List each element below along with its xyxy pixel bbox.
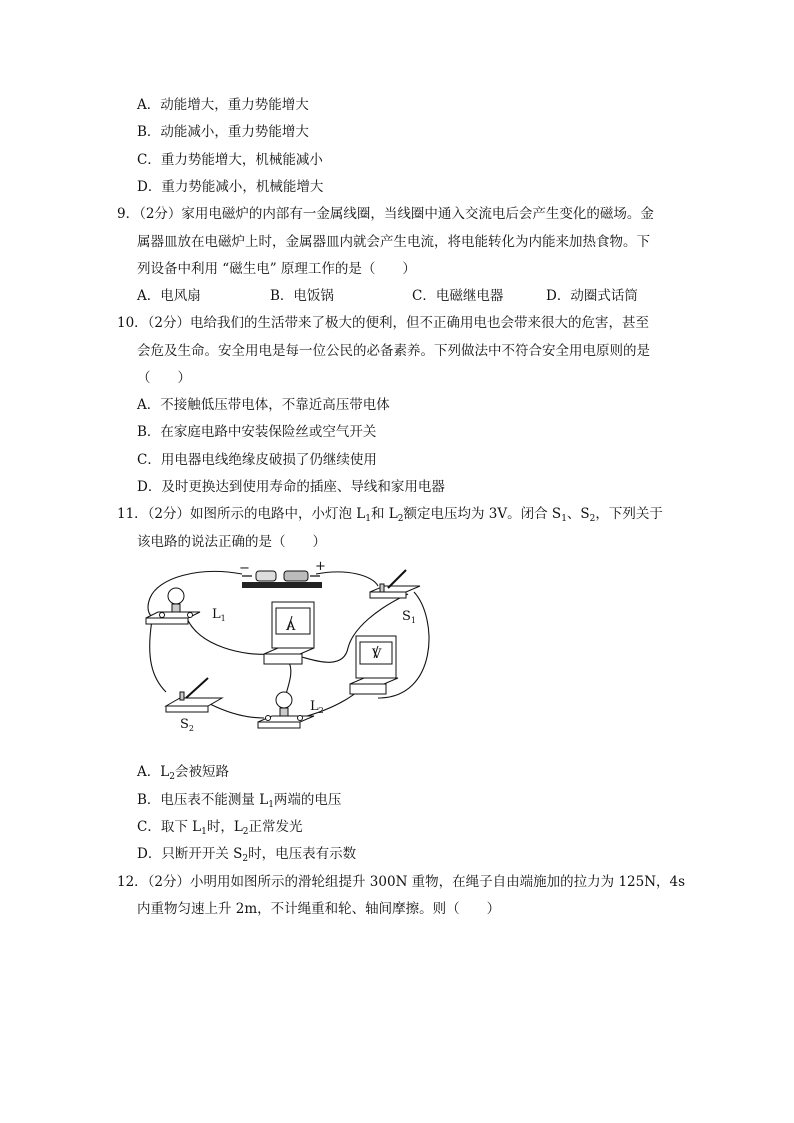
q11-stem-line-2: 该电路的说法正确的是（ ） (137, 534, 326, 550)
l1-label: $L_1$ (212, 607, 226, 623)
subscript: 2 (169, 772, 175, 782)
option-text: B．电压表不能测量 L (137, 792, 269, 808)
q11-stem-line-1 (117, 504, 663, 524)
q10-option-b: B．在家庭电路中安装保险丝或空气开关 (137, 424, 377, 440)
q10-stem-line-3: （ ） (137, 370, 191, 386)
subscript: 1 (365, 514, 372, 524)
wire (210, 704, 264, 718)
q11-option-a (137, 762, 229, 782)
wire (186, 616, 268, 654)
q11-stem-part: 11．（2分）如图所示的电路中，小灯泡 L (117, 506, 366, 522)
voltmeter-label: V (372, 647, 382, 662)
option-text: C．取下 L (137, 819, 202, 835)
subscript: 1 (561, 514, 567, 524)
lamp-l1 (146, 588, 226, 624)
subscript: 1 (201, 827, 207, 837)
option-text: D．只断开开关 S (137, 846, 243, 862)
q11-stem-part: 、S (566, 506, 590, 522)
subscript: 2 (242, 854, 249, 864)
ammeter-label: A (286, 619, 296, 634)
voltmeter (350, 636, 398, 694)
subscript: 2 (242, 827, 249, 837)
switch-s1 (370, 570, 420, 625)
q11-option-b (137, 790, 341, 810)
q11-option-d (137, 844, 356, 864)
wire (316, 572, 378, 586)
q9-option-b: B．电饭锅 (270, 288, 334, 304)
q8-option-b: B．动能减小，重力势能增大 (137, 124, 309, 140)
s1-label: $S_1$ (402, 609, 416, 625)
q9-stem-line-2: 属器皿放在电磁炉上时，金属器皿内就会产生电流，将电能转化为内能来加热食物。下 (137, 234, 650, 250)
option-text: 时，L (206, 819, 243, 835)
circuit-diagram (138, 558, 438, 748)
subscript: 2 (589, 514, 596, 524)
battery-minus-label: − (239, 561, 250, 576)
option-text: A．L (137, 764, 170, 780)
option-text: 正常发光 (248, 819, 303, 835)
battery (239, 559, 326, 588)
subscript: 2 (397, 514, 404, 524)
l2-label: $L_2$ (310, 699, 324, 715)
q10-option-d: D．及时更换达到使用寿命的插座、导线和家用电器 (137, 479, 445, 495)
q9-option-c: C．电磁继电器 (412, 288, 504, 304)
q12-stem-line-2: 内重物匀速上升 2m，不计绳重和轮、轴间摩擦。则（ ） (137, 901, 501, 917)
q9-stem-line-1: 9．（2分）家用电磁炉的内部有一金属线圈，当线圈中通入交流电后会产生变化的磁场。金 (117, 206, 654, 222)
q9-options (137, 286, 638, 306)
q10-option-c: C．用电器电线绝缘皮破损了仍继续使用 (137, 452, 377, 468)
option-text: 时，电压表有示数 (248, 846, 357, 862)
q11-stem-part: ，下列关于 (595, 506, 663, 522)
q10-option-a: A．不接触低压带电体，不靠近高压带电体 (137, 397, 390, 413)
battery-plus-label: + (315, 559, 326, 574)
q9-option-d: D．动圈式话筒 (546, 288, 638, 304)
s2-label: $S_2$ (180, 717, 194, 733)
q8-option-c: C．重力势能增大，机械能减小 (137, 152, 323, 168)
q10-stem-line-1: 10．（2分）电给我们的生活带来了极大的便利，但不正确用电也会带来很大的危害，甚至 (117, 315, 650, 331)
subscript: 1 (268, 800, 274, 810)
ammeter (264, 602, 314, 664)
option-text: 两端的电压 (273, 792, 342, 808)
lamp-l2 (258, 692, 324, 728)
q9-stem-line-3: 列设备中利用 “磁生电” 原理工作的是（ ） (137, 261, 416, 277)
wire (150, 620, 166, 692)
q10-stem-line-2: 会危及生命。安全用电是每一位公民的必备素养。下列做法中不符合安全用电原则的是 (137, 343, 650, 359)
q12-stem-line-1: 12．（2分）小明用如图所示的滑轮组提升 300N 重物，在绳子自由端施加的拉力为 125N，4s (117, 874, 686, 890)
q11-stem-part: 和 L (371, 506, 398, 522)
q8-option-d: D．重力势能减小，机械能增大 (137, 179, 324, 195)
q11-option-c (137, 817, 303, 837)
q9-option-a: A．电风扇 (137, 288, 201, 304)
q11-stem-part: 额定电压均为 3V。闭合 S (403, 506, 562, 522)
q8-option-a: A．动能增大，重力势能增大 (137, 97, 309, 113)
option-text: 会被短路 (174, 764, 229, 780)
